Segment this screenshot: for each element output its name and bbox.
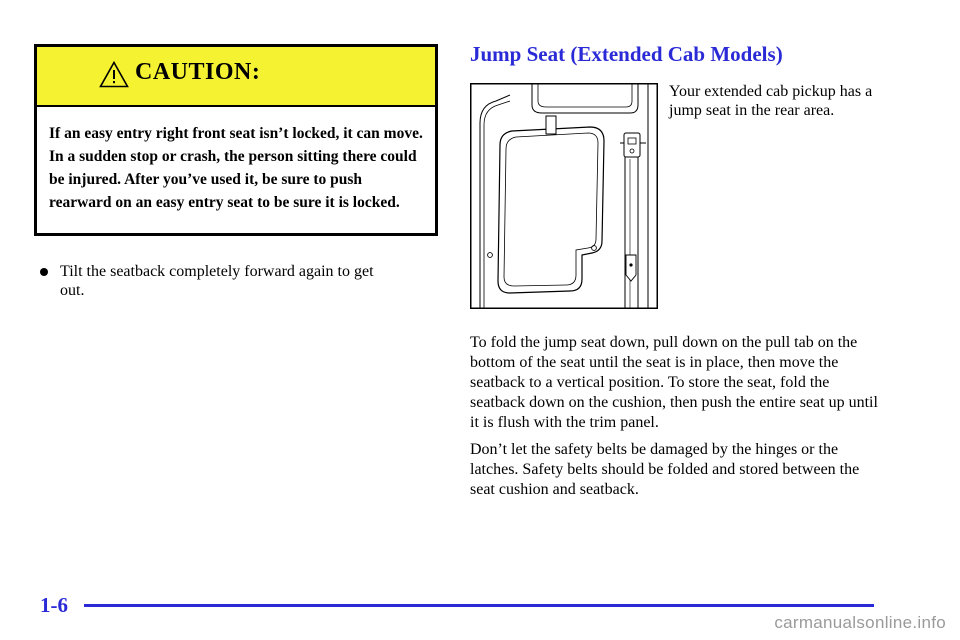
caution-box <box>34 44 438 236</box>
caution-title: CAUTION: <box>135 59 261 85</box>
warning-triangle-icon <box>99 61 129 88</box>
paragraph-belt-warning: Don’t let the safety belts be damaged by the hinges or the latches. Safety belts should be folded and stored between the seat cushion and seatback. <box>470 441 860 498</box>
bullet-item <box>40 262 390 300</box>
page-number: 1-6 <box>40 593 68 617</box>
bullet-text: Tilt the seatback completely forward again to get out. <box>60 263 374 299</box>
paragraph-fold-instructions: To fold the jump seat down, pull down on the pull tab on the bottom of the seat until the seat is in place, then move the seatback to a vertical position. To store the seat, fold the seatback down on the cushion, then push the entire seat up until it is flush with the trim panel. <box>470 334 878 431</box>
footer-rule <box>84 604 874 607</box>
watermark: carmanualsonline.info <box>774 613 946 632</box>
bullet-icon <box>40 268 48 276</box>
section-title: Jump Seat (Extended Cab Models) <box>470 42 783 66</box>
caution-text: If an easy entry right front seat isn’t locked, it can move. In a sudden stop or crash, the person sitting there could be injured. After you’ve used it, be sure to push rearward on an easy entry seat to be sure it is locked. <box>49 125 423 211</box>
caution-header <box>37 47 435 107</box>
jump-seat-illustration <box>470 83 658 309</box>
figure-caption: Your extended cab pickup has a jump seat in the rear area. <box>669 83 873 119</box>
